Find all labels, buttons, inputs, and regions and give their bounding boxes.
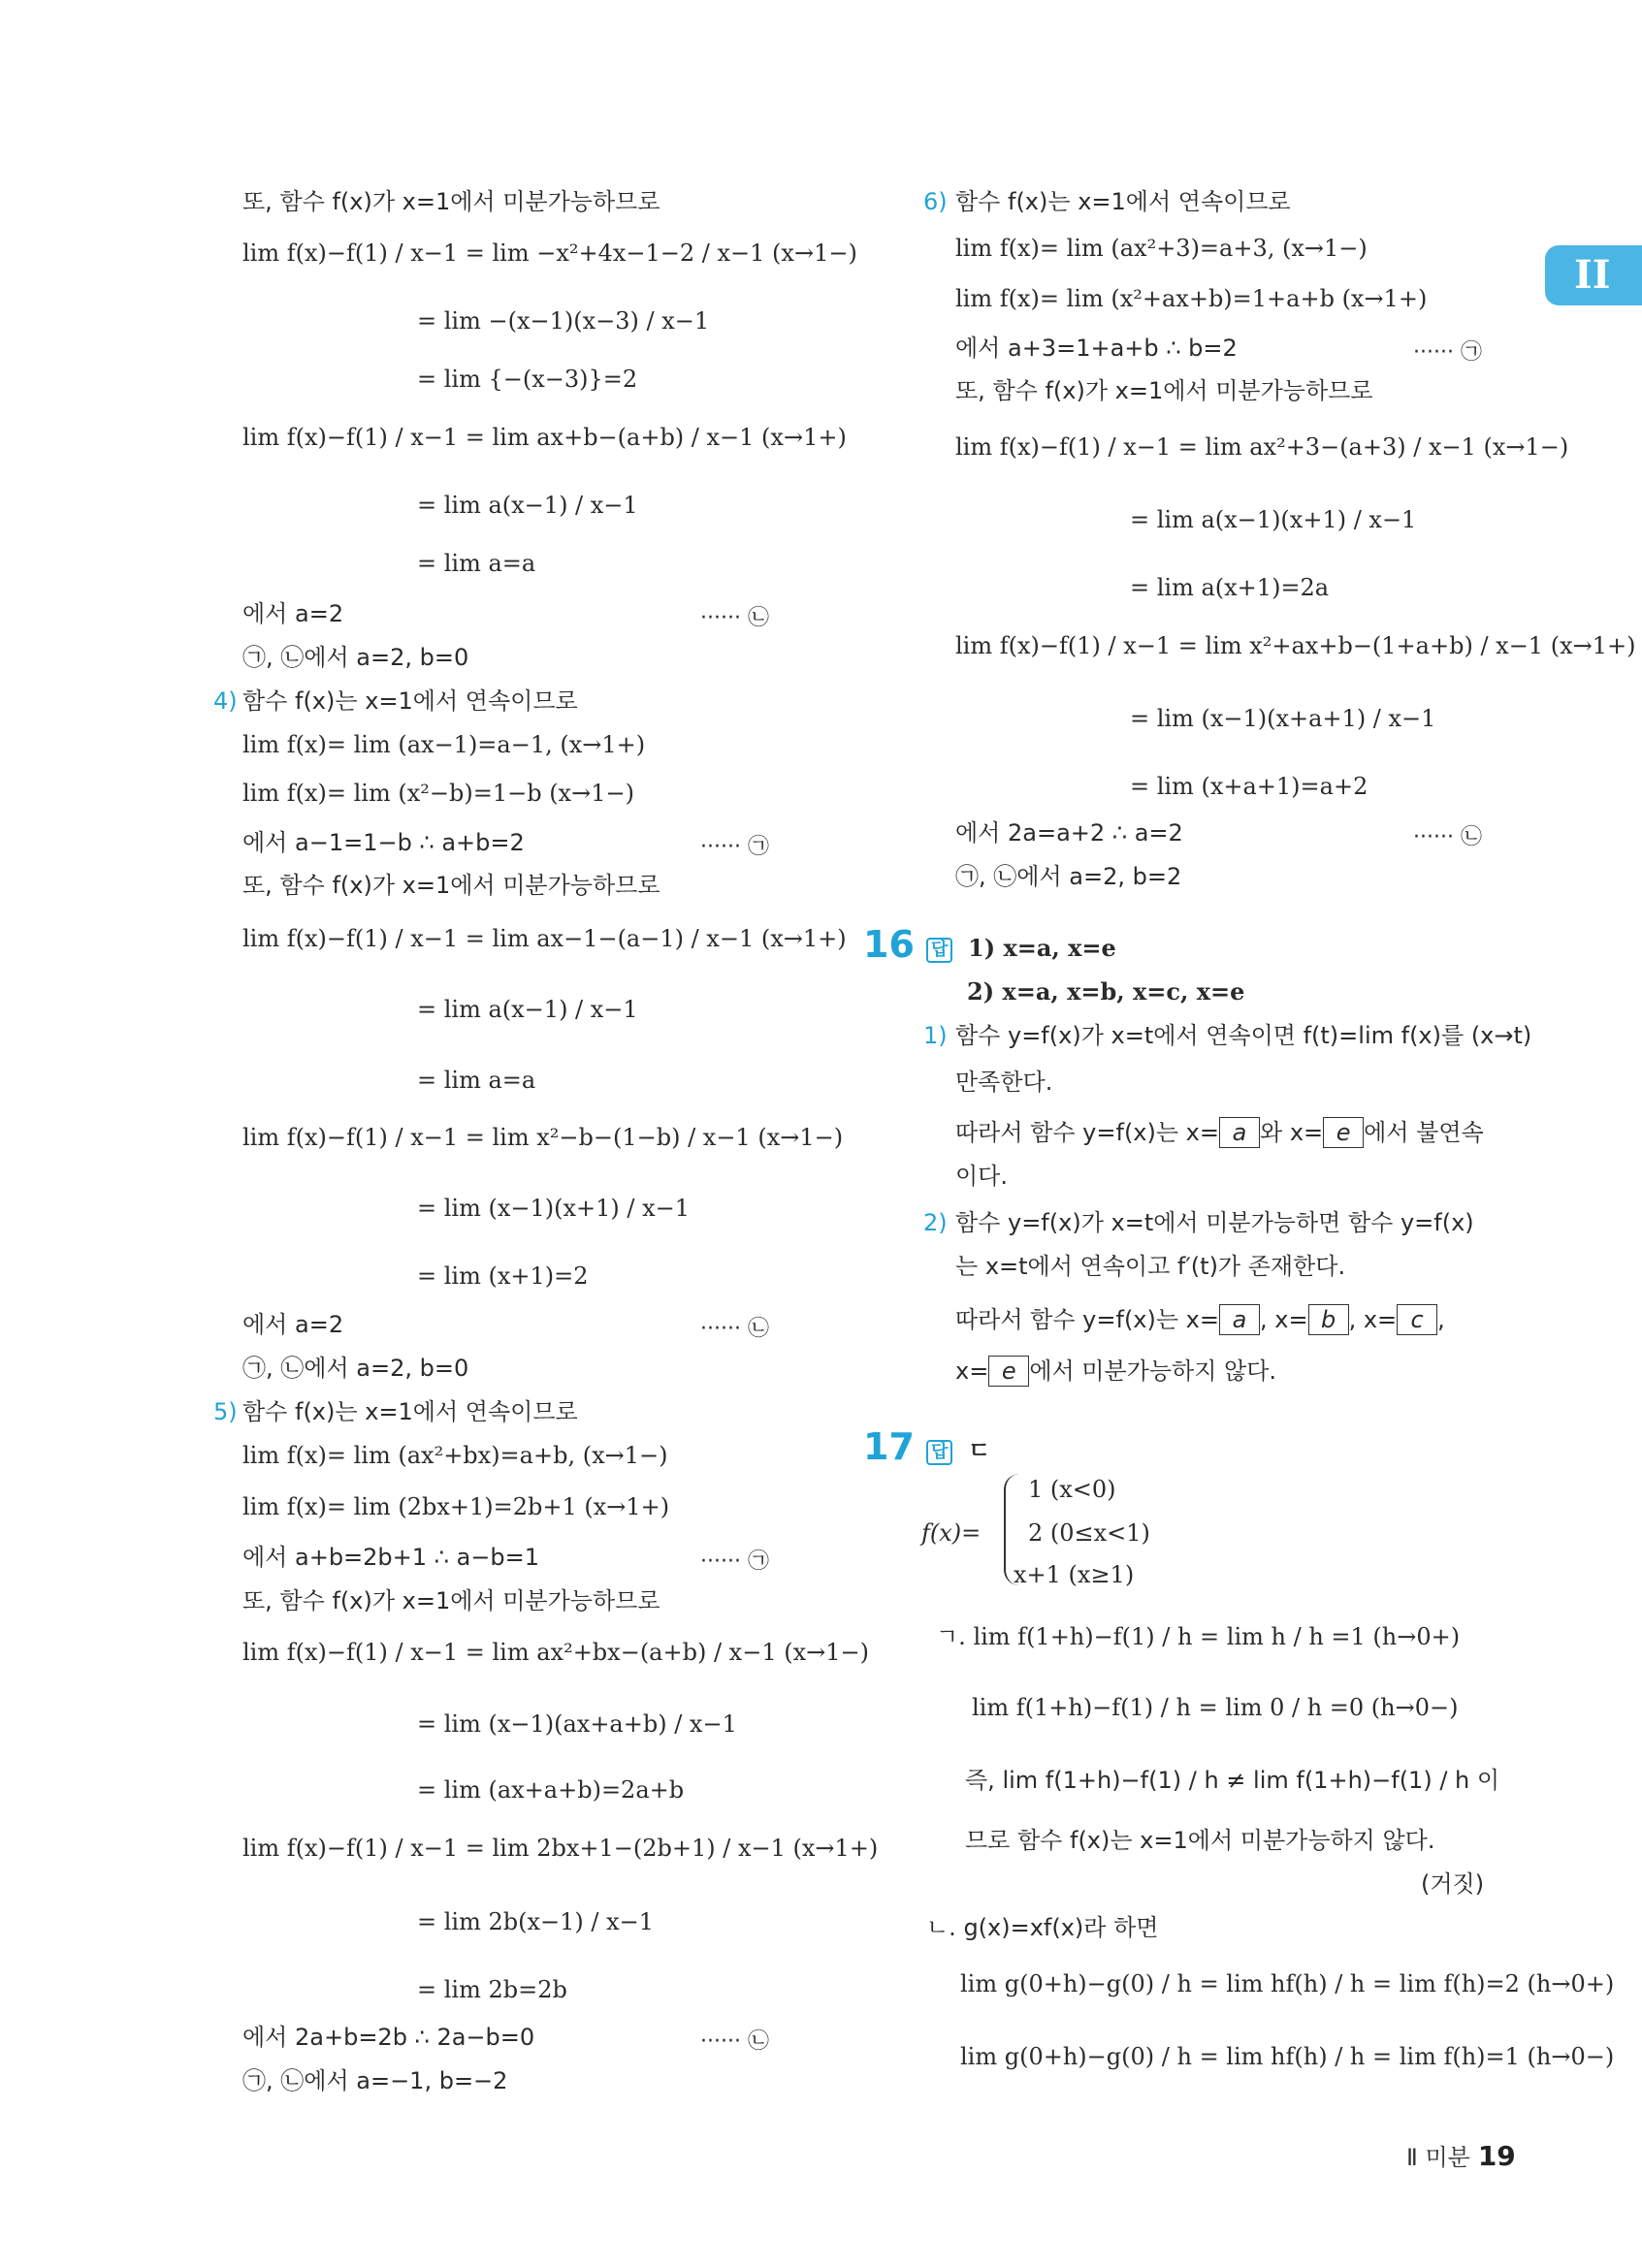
equation-line: lim f(x)−f(1) / x−1 = lim x²−b−(1−b) / x−1 (x→1−) (242, 1124, 844, 1151)
piecewise-case: x+1 (x≥1) (1014, 1561, 1135, 1588)
equation-line: lim f(x)= lim (x²+ax+b)=1+a+b (x→1+) (955, 285, 1428, 312)
equation-line: lim f(x)= lim (2bx+1)=2b+1 (x→1+) (242, 1493, 670, 1520)
equation-marker: ······ ㉡ (700, 2029, 769, 2054)
equation-line: lim f(x)= lim (ax²+bx)=a+b, (x→1−) (242, 1442, 668, 1469)
answer-text: 2) x=a, x=b, x=c, x=e (967, 977, 1245, 1006)
text-line: 함수 f(x)는 x=1에서 연속이므로 (242, 687, 578, 715)
answer-badge: 답 (926, 938, 952, 963)
sub-problem-number: 5) (213, 1398, 238, 1425)
chapter-tab: II (1545, 245, 1642, 305)
answer-line (926, 1435, 990, 1466)
equation-line: lim f(1+h)−f(1) / h = lim 0 / h =0 (h→0−) (972, 1694, 1459, 1721)
text-span: 에서 불연속 (1364, 1119, 1484, 1146)
text-line: 또, 함수 f(x)가 x=1에서 미분가능하므로 (242, 1587, 660, 1614)
answer-line (926, 933, 1116, 964)
equation-line: = lim {−(x−3)}=2 (417, 366, 638, 393)
piecewise-case: 1 (x<0) (1028, 1476, 1116, 1503)
text-line: 에서 a+3=1+a+b ∴ b=2 (955, 335, 1238, 362)
equation-line: lim f(x)−f(1) / x−1 = lim ax−1−(a−1) / x−1 (x→1+) (242, 925, 847, 952)
text-span: 에서 미분가능하지 않다. (1029, 1358, 1277, 1385)
text-line: 함수 y=f(x)가 x=t에서 미분가능하면 함수 y=f(x) (955, 1209, 1474, 1236)
equation-line: = lim a(x−1)(x+1) / x−1 (1130, 506, 1417, 533)
text-line: ㉠, ㉡에서 a=2, b=2 (955, 863, 1182, 890)
text-span: , x= (1348, 1306, 1398, 1333)
text-line: 에서 a+b=2b+1 ∴ a−b=1 (242, 1544, 539, 1571)
text-span: 따라서 함수 y=f(x)는 x= (955, 1306, 1219, 1333)
equation-line: lim f(x)−f(1) / x−1 = lim 2bx+1−(2b+1) / x−1 (x→1+) (242, 1835, 879, 1862)
text-span: , (1437, 1306, 1445, 1333)
equation-line: = lim (x−1)(x+a+1) / x−1 (1130, 705, 1436, 732)
section-label: Ⅱ 미분 (1406, 2144, 1470, 2171)
text-line (955, 1356, 1276, 1387)
text-line: 함수 f(x)는 x=1에서 연속이므로 (242, 1398, 578, 1425)
equation-line: ㄱ. lim f(1+h)−f(1) / h = lim h / h =1 (h→0+) (936, 1623, 1461, 1650)
text-line: 또, 함수 f(x)가 x=1에서 미분가능하므로 (955, 377, 1373, 404)
text-line: 함수 f(x)는 x=1에서 연속이므로 (955, 188, 1291, 215)
sub-problem-number: 1) (923, 1022, 948, 1049)
equation-line: = lim a(x+1)=2a (1130, 574, 1330, 601)
text-line: 는 x=t에서 연속이고 f′(t)가 존재한다. (955, 1253, 1346, 1280)
sub-problem-number: 6) (923, 188, 948, 215)
text-line: 에서 2a=a+2 ∴ a=2 (955, 819, 1183, 847)
sub-problem-number: 2) (923, 1209, 948, 1236)
text-line (955, 1304, 1445, 1335)
text-line: 에서 a−1=1−b ∴ a+b=2 (242, 829, 525, 856)
equation-marker: ······ ㉠ (700, 835, 769, 859)
page-number: 19 (1477, 2140, 1516, 2172)
equation-line: = lim (x−1)(x+1) / x−1 (417, 1195, 691, 1222)
equation-line: lim f(x)= lim (ax²+3)=a+3, (x→1−) (955, 235, 1368, 262)
equation-line: = lim 2b(x−1) / x−1 (417, 1908, 655, 1935)
equation-marker: ······ ㉡ (700, 1317, 769, 1341)
text-span: , x= (1260, 1306, 1308, 1333)
piecewise-label: f(x)= (921, 1519, 982, 1547)
equation-marker: ······ ㉠ (1413, 340, 1482, 365)
text-span: 따라서 함수 y=f(x)는 x= (955, 1119, 1219, 1146)
boxed-point: c (1397, 1304, 1437, 1335)
text-span: 와 x= (1260, 1119, 1324, 1146)
equation-line: = lim (x+1)=2 (417, 1262, 589, 1290)
text-line: 또, 함수 f(x)가 x=1에서 미분가능하므로 (242, 188, 660, 215)
equation-line: lim f(x)−f(1) / x−1 = lim ax+b−(a+b) / x−1 (x→1+) (242, 424, 847, 451)
equation-marker: ······ ㉡ (700, 606, 769, 630)
text-span: x= (955, 1358, 989, 1385)
equation-line: lim f(x)−f(1) / x−1 = lim ax²+3−(a+3) / x−1 (x→1−) (955, 433, 1569, 461)
equation-line: lim f(x)= lim (x²−b)=1−b (x→1−) (242, 780, 634, 807)
answer-badge: 답 (926, 1440, 952, 1465)
equation-line: = lim (x+a+1)=a+2 (1130, 773, 1368, 800)
equation-line: lim g(0+h)−g(0) / h = lim hf(h) / h = lim f(h)=2 (h→0+) (960, 1970, 1615, 1997)
equation-line: lim f(x)−f(1) / x−1 = lim −x²+4x−1−2 / x−1 (x→1−) (242, 240, 857, 267)
equation-line: = lim (ax+a+b)=2a+b (417, 1776, 685, 1804)
question-number: 17 (863, 1425, 915, 1468)
boxed-point: b (1308, 1304, 1349, 1335)
equation-line: lim g(0+h)−g(0) / h = lim hf(h) / h = lim f(h)=1 (h→0−) (960, 2043, 1615, 2070)
text-line: ㉠, ㉡에서 a=2, b=0 (242, 644, 469, 671)
page-footer (1406, 2138, 1516, 2172)
text-line: 함수 y=f(x)가 x=t에서 연속이면 f(t)=lim f(x)를 (x→t) (955, 1022, 1532, 1049)
piecewise-case: 2 (0≤x<1) (1028, 1519, 1150, 1547)
text-line: 만족한다. (955, 1069, 1053, 1096)
equation-marker: ······ ㉡ (1413, 825, 1482, 849)
text-line: 므로 함수 f(x)는 x=1에서 미분가능하지 않다. (965, 1827, 1435, 1854)
equation-line: = lim a=a (417, 1067, 536, 1094)
equation-line: lim f(x)= lim (ax−1)=a−1, (x→1+) (242, 731, 646, 758)
text-line: 에서 a=2 (242, 600, 344, 627)
text-line: ㉠, ㉡에서 a=2, b=0 (242, 1355, 469, 1382)
text-line: 즉, lim f(1+h)−f(1) / h ≠ lim f(1+h)−f(1) / h 이 (965, 1767, 1500, 1794)
equation-line: lim f(x)−f(1) / x−1 = lim x²+ax+b−(1+a+b) / x−1 (x→1+) (955, 632, 1636, 659)
text-line: 이다. (955, 1163, 1008, 1190)
boxed-point: e (988, 1356, 1029, 1387)
text-line (955, 1117, 1484, 1148)
text-line: ㉠, ㉡에서 a=−1, b=−2 (242, 2067, 508, 2094)
boxed-point: a (1219, 1304, 1260, 1335)
text-line: 에서 a=2 (242, 1311, 344, 1338)
sub-problem-number: 4) (213, 687, 238, 715)
equation-line: lim f(x)−f(1) / x−1 = lim ax²+bx−(a+b) / x−1 (x→1−) (242, 1639, 869, 1666)
equation-line: = lim a(x−1) / x−1 (417, 996, 638, 1023)
boxed-point: e (1323, 1117, 1364, 1148)
text-line: ㄴ. g(x)=xf(x)라 하면 (926, 1914, 1159, 1941)
boxed-point: a (1219, 1117, 1260, 1148)
verdict-label: (거짓) (1421, 1870, 1485, 1898)
equation-marker: ······ ㉠ (700, 1549, 769, 1574)
equation-line: = lim a(x−1) / x−1 (417, 492, 638, 519)
answer-text: 1) x=a, x=e (968, 934, 1116, 962)
text-line: 에서 2a+b=2b ∴ 2a−b=0 (242, 2024, 535, 2051)
equation-line: = lim a=a (417, 550, 536, 577)
equation-line: = lim −(x−1)(x−3) / x−1 (417, 307, 710, 335)
text-line: 또, 함수 f(x)가 x=1에서 미분가능하므로 (242, 872, 660, 899)
answer-text: ㄷ (968, 1437, 991, 1464)
equation-line: = lim 2b=2b (417, 1976, 567, 2003)
question-number: 16 (863, 923, 915, 966)
equation-line: = lim (x−1)(ax+a+b) / x−1 (417, 1710, 737, 1738)
